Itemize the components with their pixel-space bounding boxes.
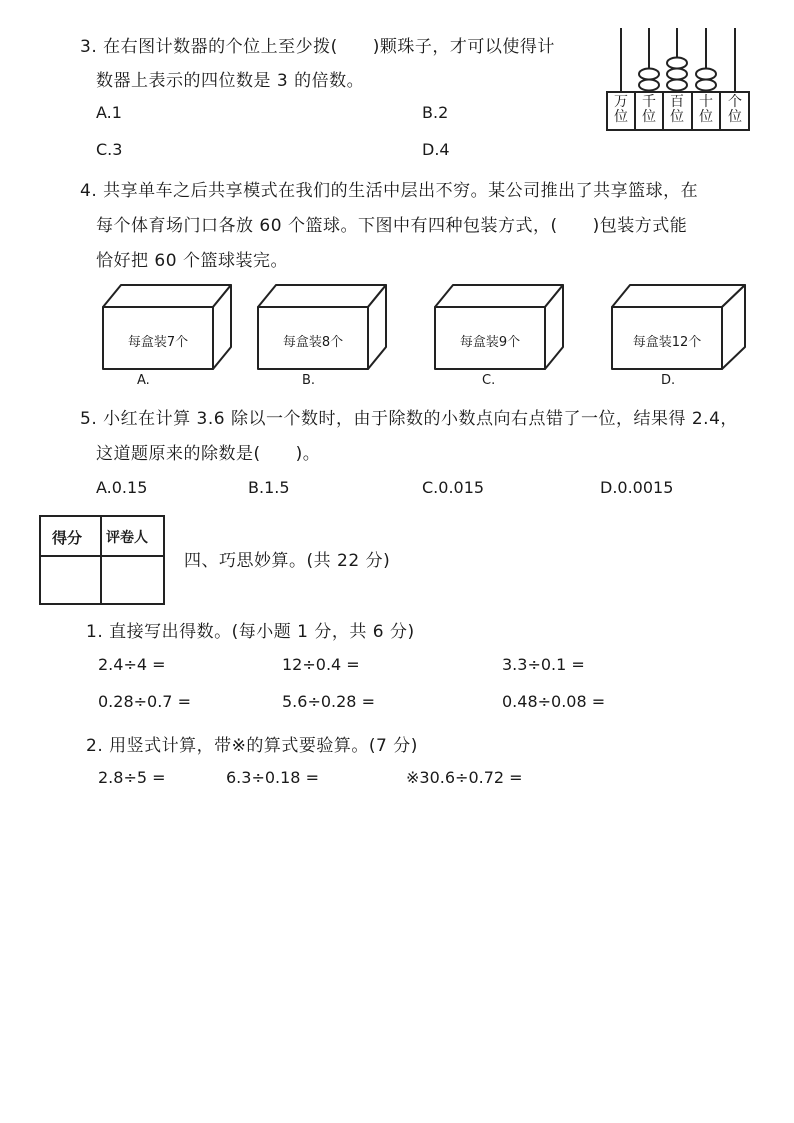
box-d-label: 每盒装12个 — [632, 335, 702, 350]
abacus-label-ge: 个 位 — [728, 94, 742, 125]
score-header: 得分 — [52, 529, 83, 547]
q3-option-d: D.4 — [422, 140, 450, 159]
q3-option-b: B.2 — [422, 103, 449, 122]
q5-option-b: B.1.5 — [248, 478, 290, 497]
s2-item-2: 6.3÷0.18 = — [226, 768, 319, 787]
q3-option-c: C.3 — [96, 140, 123, 159]
q5-option-a: A.0.15 — [96, 478, 148, 497]
s1-item-2: 12÷0.4 = — [282, 655, 360, 674]
s2-item-1: 2.8÷5 = — [98, 768, 166, 787]
abacus-label-wan: 万 位 — [614, 94, 628, 125]
q5-option-c: C.0.015 — [422, 478, 485, 497]
s2-title: 2. 用竖式计算，带※的算式要验算。(7 分) — [86, 736, 418, 756]
s1-item-5: 5.6÷0.28 = — [282, 692, 375, 711]
abacus-label-bai: 百 位 — [670, 94, 684, 125]
box-d-letter: D. — [661, 373, 676, 388]
s2-item-3: ※30.6÷0.72 = — [406, 768, 523, 787]
q4-text-line1: 4. 共享单车之后共享模式在我们的生活中层出不穷。某公司推出了共享篮球，在 — [80, 181, 699, 201]
abacus-label-qian: 千 位 — [642, 94, 656, 125]
q3-text-line2: 数器上表示的四位数是 3 的倍数。 — [96, 71, 365, 91]
section4-title: 四、巧思妙算。(共 22 分) — [184, 551, 391, 571]
box-a-letter: A. — [137, 373, 150, 388]
box-b-letter: B. — [302, 373, 316, 388]
q4-text-line2: 每个体育场门口各放 60 个篮球。下图中有四种包装方式，( )包装方式能 — [96, 216, 688, 236]
box-c-letter: C. — [482, 373, 496, 388]
q4-text-line3: 恰好把 60 个篮球装完。 — [96, 251, 288, 271]
s1-item-6: 0.48÷0.08 = — [502, 692, 606, 711]
abacus-label-shi: 十 位 — [699, 94, 713, 125]
q3-text-line1: 3. 在右图计数器的个位上至少拨( )颗珠子，才可以使得计 — [80, 37, 555, 57]
s1-item-1: 2.4÷4 = — [98, 655, 166, 674]
q3-option-a: A.1 — [96, 103, 122, 122]
s1-title: 1. 直接写出得数。(每小题 1 分，共 6 分) — [86, 622, 415, 642]
box-a-label: 每盒装7个 — [127, 335, 189, 350]
q5-text-line2: 这道题原来的除数是( )。 — [96, 444, 321, 464]
s1-item-3: 3.3÷0.1 = — [502, 655, 585, 674]
q5-text-line1: 5. 小红在计算 3.6 除以一个数时，由于除数的小数点向右点错了一位，结果得 2.4， — [80, 409, 738, 429]
s1-item-4: 0.28÷0.7 = — [98, 692, 191, 711]
q5-option-d: D.0.0015 — [600, 478, 674, 497]
box-b-label: 每盒装8个 — [282, 335, 344, 350]
box-c-label: 每盒装9个 — [459, 335, 521, 350]
grader-header: 评卷人 — [106, 530, 148, 546]
